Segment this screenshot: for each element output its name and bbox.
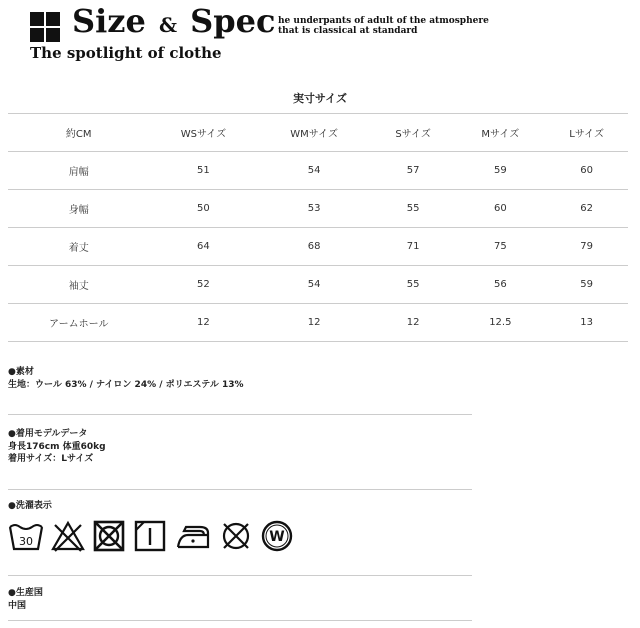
wet-clean-icon	[260, 519, 294, 553]
model-size: 着用サイズ：Lサイズ	[8, 454, 94, 464]
table-cell: 54	[257, 266, 370, 304]
table-cell: 60	[545, 152, 628, 190]
divider	[8, 620, 472, 621]
tagline-line-1: he underpants of adult of the atmosphere	[278, 16, 489, 26]
table-cell: 56	[455, 266, 545, 304]
table-cell: 59	[455, 152, 545, 190]
table-cell: 50	[149, 190, 257, 228]
table-cell: 79	[545, 228, 628, 266]
table-cell: 12	[149, 304, 257, 342]
table-cell: 53	[257, 190, 370, 228]
origin-section	[8, 587, 472, 612]
row-label: 身幅	[8, 190, 149, 228]
material-section	[8, 366, 472, 391]
no-tumble-dry-icon	[92, 519, 126, 553]
table-cell: 59	[545, 266, 628, 304]
care-section	[8, 500, 472, 513]
column-header: WMサイズ	[257, 114, 370, 152]
model-heading: ●着用モデルデータ	[8, 429, 88, 439]
column-header: Mサイズ	[455, 114, 545, 152]
table-cell: 57	[371, 152, 456, 190]
title-size: Size	[72, 2, 146, 40]
table-cell: 75	[455, 228, 545, 266]
care-heading: ●洗濯表示	[8, 501, 52, 511]
header	[0, 0, 640, 70]
row-label: 肩幅	[8, 152, 149, 190]
origin-text: 中国	[8, 601, 27, 611]
table-cell: 64	[149, 228, 257, 266]
subtitle: The spotlight of clothe	[30, 44, 222, 62]
material-text: 生地：ウール 63% / ナイロン 24% / ポリエステル 13%	[8, 380, 244, 390]
table-row	[8, 304, 628, 342]
table-cell: 55	[371, 266, 456, 304]
divider	[8, 489, 472, 490]
wash-30-icon	[8, 519, 44, 553]
table-cell: 12	[257, 304, 370, 342]
table-cell: 51	[149, 152, 257, 190]
table-cell: 68	[257, 228, 370, 266]
title-spec: Spec	[190, 2, 276, 40]
no-dry-clean-icon	[219, 519, 253, 553]
column-header: Lサイズ	[545, 114, 628, 152]
iron-low-icon	[174, 519, 212, 553]
logo-squares-icon	[30, 12, 60, 42]
table-cell: 12.5	[455, 304, 545, 342]
table-cell: 71	[371, 228, 456, 266]
table-cell: 55	[371, 190, 456, 228]
table-cell: 13	[545, 304, 628, 342]
table-row	[8, 228, 628, 266]
table-row	[8, 266, 628, 304]
table-cell: 52	[149, 266, 257, 304]
model-body: 身長176cm 体重60kg	[8, 442, 106, 452]
line-dry-icon	[133, 519, 167, 553]
care-icons	[8, 518, 294, 554]
table-header-row	[8, 114, 628, 152]
row-label: アームホール	[8, 304, 149, 342]
table-row	[8, 190, 628, 228]
divider	[8, 414, 472, 415]
table-caption: 実寸サイズ	[292, 92, 348, 105]
row-label: 着丈	[8, 228, 149, 266]
model-section	[8, 428, 472, 465]
table-cell: 62	[545, 190, 628, 228]
wash-temp-label: 30	[19, 535, 33, 548]
column-header: WSサイズ	[149, 114, 257, 152]
wet-clean-letter: W	[269, 529, 285, 545]
size-table	[8, 113, 628, 342]
column-header: Sサイズ	[371, 114, 456, 152]
no-bleach-icon	[51, 519, 85, 553]
column-header: 約CM	[8, 114, 149, 152]
divider	[8, 575, 472, 576]
tagline	[278, 16, 538, 36]
origin-heading: ●生産国	[8, 588, 43, 598]
table-row	[8, 152, 628, 190]
row-label: 袖丈	[8, 266, 149, 304]
tagline-line-2: that is classical at standard	[278, 26, 418, 36]
title-amp: &	[158, 13, 177, 37]
table-cell: 60	[455, 190, 545, 228]
page-title	[72, 2, 275, 40]
material-heading: ●素材	[8, 367, 34, 377]
table-cell: 54	[257, 152, 370, 190]
table-cell: 12	[371, 304, 456, 342]
